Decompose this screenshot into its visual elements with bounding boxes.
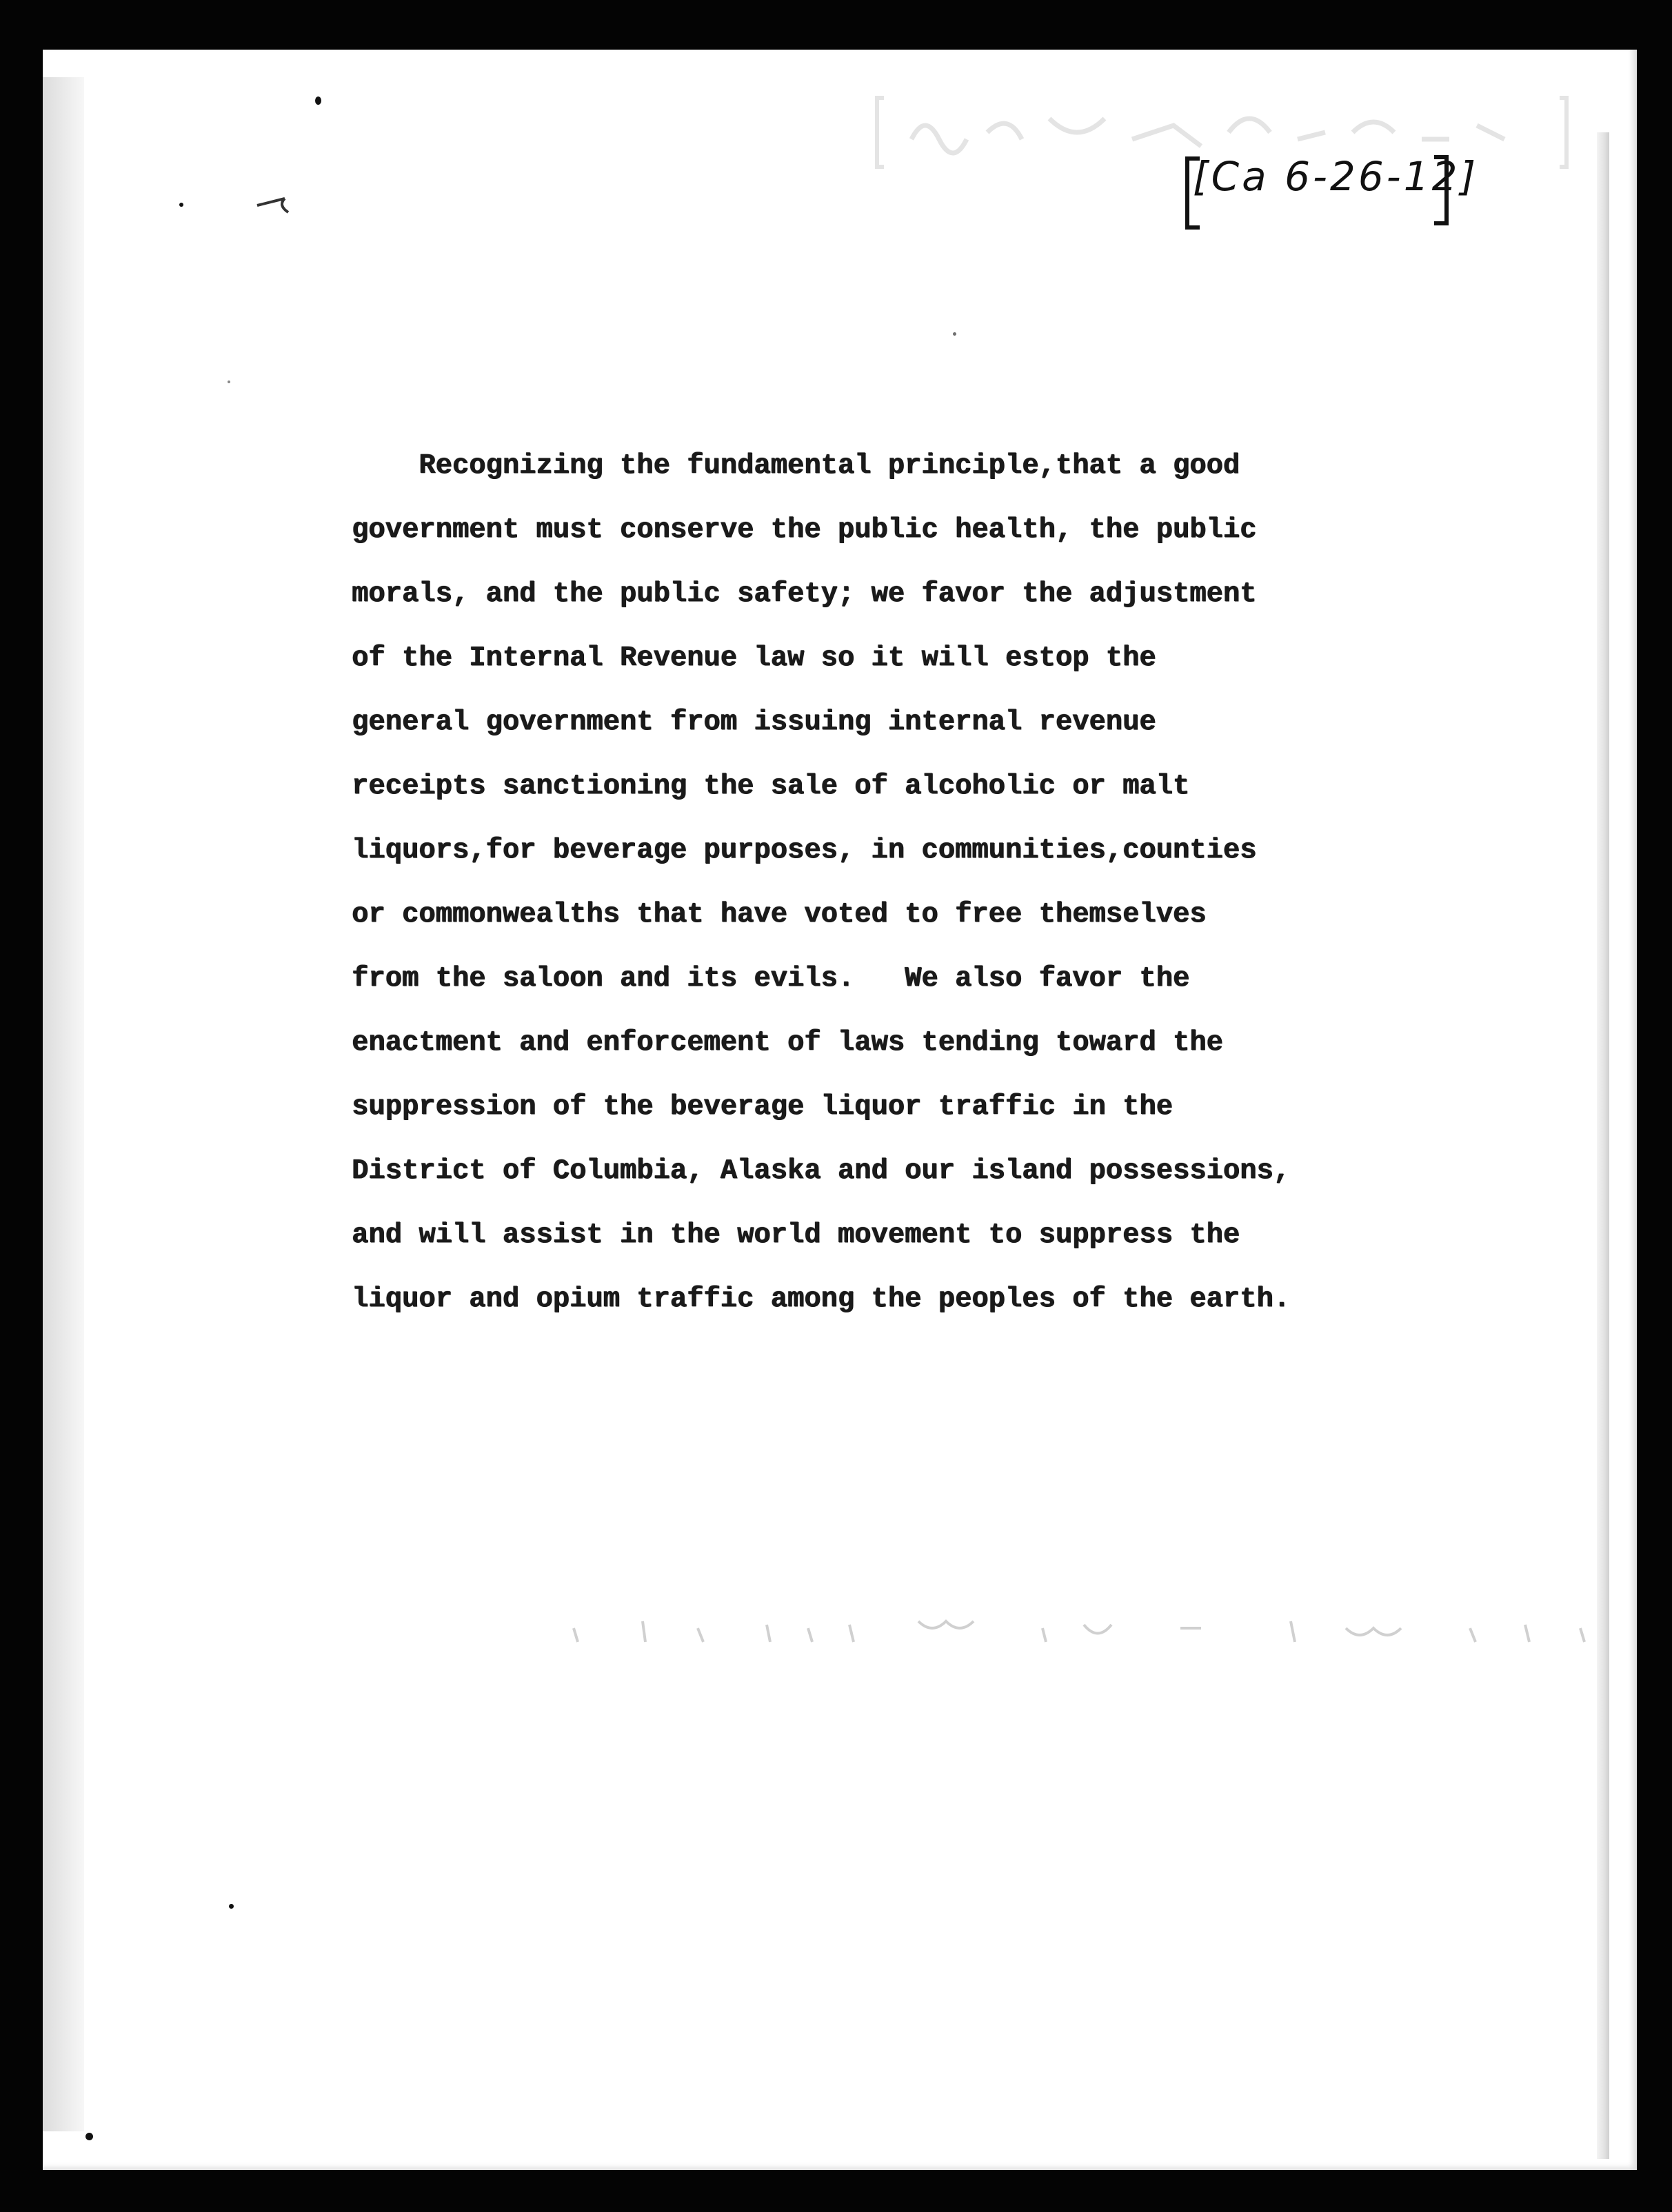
pen-mark bbox=[254, 185, 309, 219]
faint-show-through-row bbox=[560, 1601, 1637, 1649]
speck bbox=[315, 97, 321, 105]
text-line: enactment and enforcement of laws tending toward the bbox=[352, 1027, 1223, 1059]
text-line: suppression of the beverage liquor traffic in the bbox=[352, 1091, 1173, 1123]
underlying-page-edge bbox=[1597, 132, 1609, 2159]
speck bbox=[85, 2133, 93, 2140]
text-line: liquor and opium traffic among the peoples of the earth. bbox=[352, 1283, 1291, 1315]
text-line: morals, and the public safety; we favor the adjustment bbox=[352, 578, 1257, 610]
text-line: from the saloon and its evils. We also favor the bbox=[352, 963, 1190, 995]
text-line: or commonwealths that have voted to free themselves bbox=[352, 899, 1207, 931]
speck bbox=[228, 380, 230, 383]
handwritten-annotation: [Ca 6-26-12] bbox=[1193, 153, 1479, 200]
text-line: and will assist in the world movement to suppress the bbox=[352, 1219, 1240, 1251]
text-line: District of Columbia, Alaska and our island possessions, bbox=[352, 1155, 1291, 1187]
speck bbox=[229, 1904, 234, 1909]
typed-paragraph bbox=[352, 434, 1427, 1332]
text-line: Recognizing the fundamental principle,that a good bbox=[352, 450, 1240, 482]
text-line: liquors,for beverage purposes, in communities,counties bbox=[352, 835, 1257, 866]
text-line: government must conserve the public health, the public bbox=[352, 514, 1257, 546]
text-line: of the Internal Revenue law so it will estop the bbox=[352, 642, 1156, 674]
speck bbox=[953, 332, 956, 336]
speck bbox=[179, 203, 183, 207]
text-line: receipts sanctioning the sale of alcoholic or malt bbox=[352, 771, 1190, 802]
page-shadow bbox=[43, 77, 84, 2131]
text-line: general government from issuing internal revenue bbox=[352, 707, 1156, 738]
